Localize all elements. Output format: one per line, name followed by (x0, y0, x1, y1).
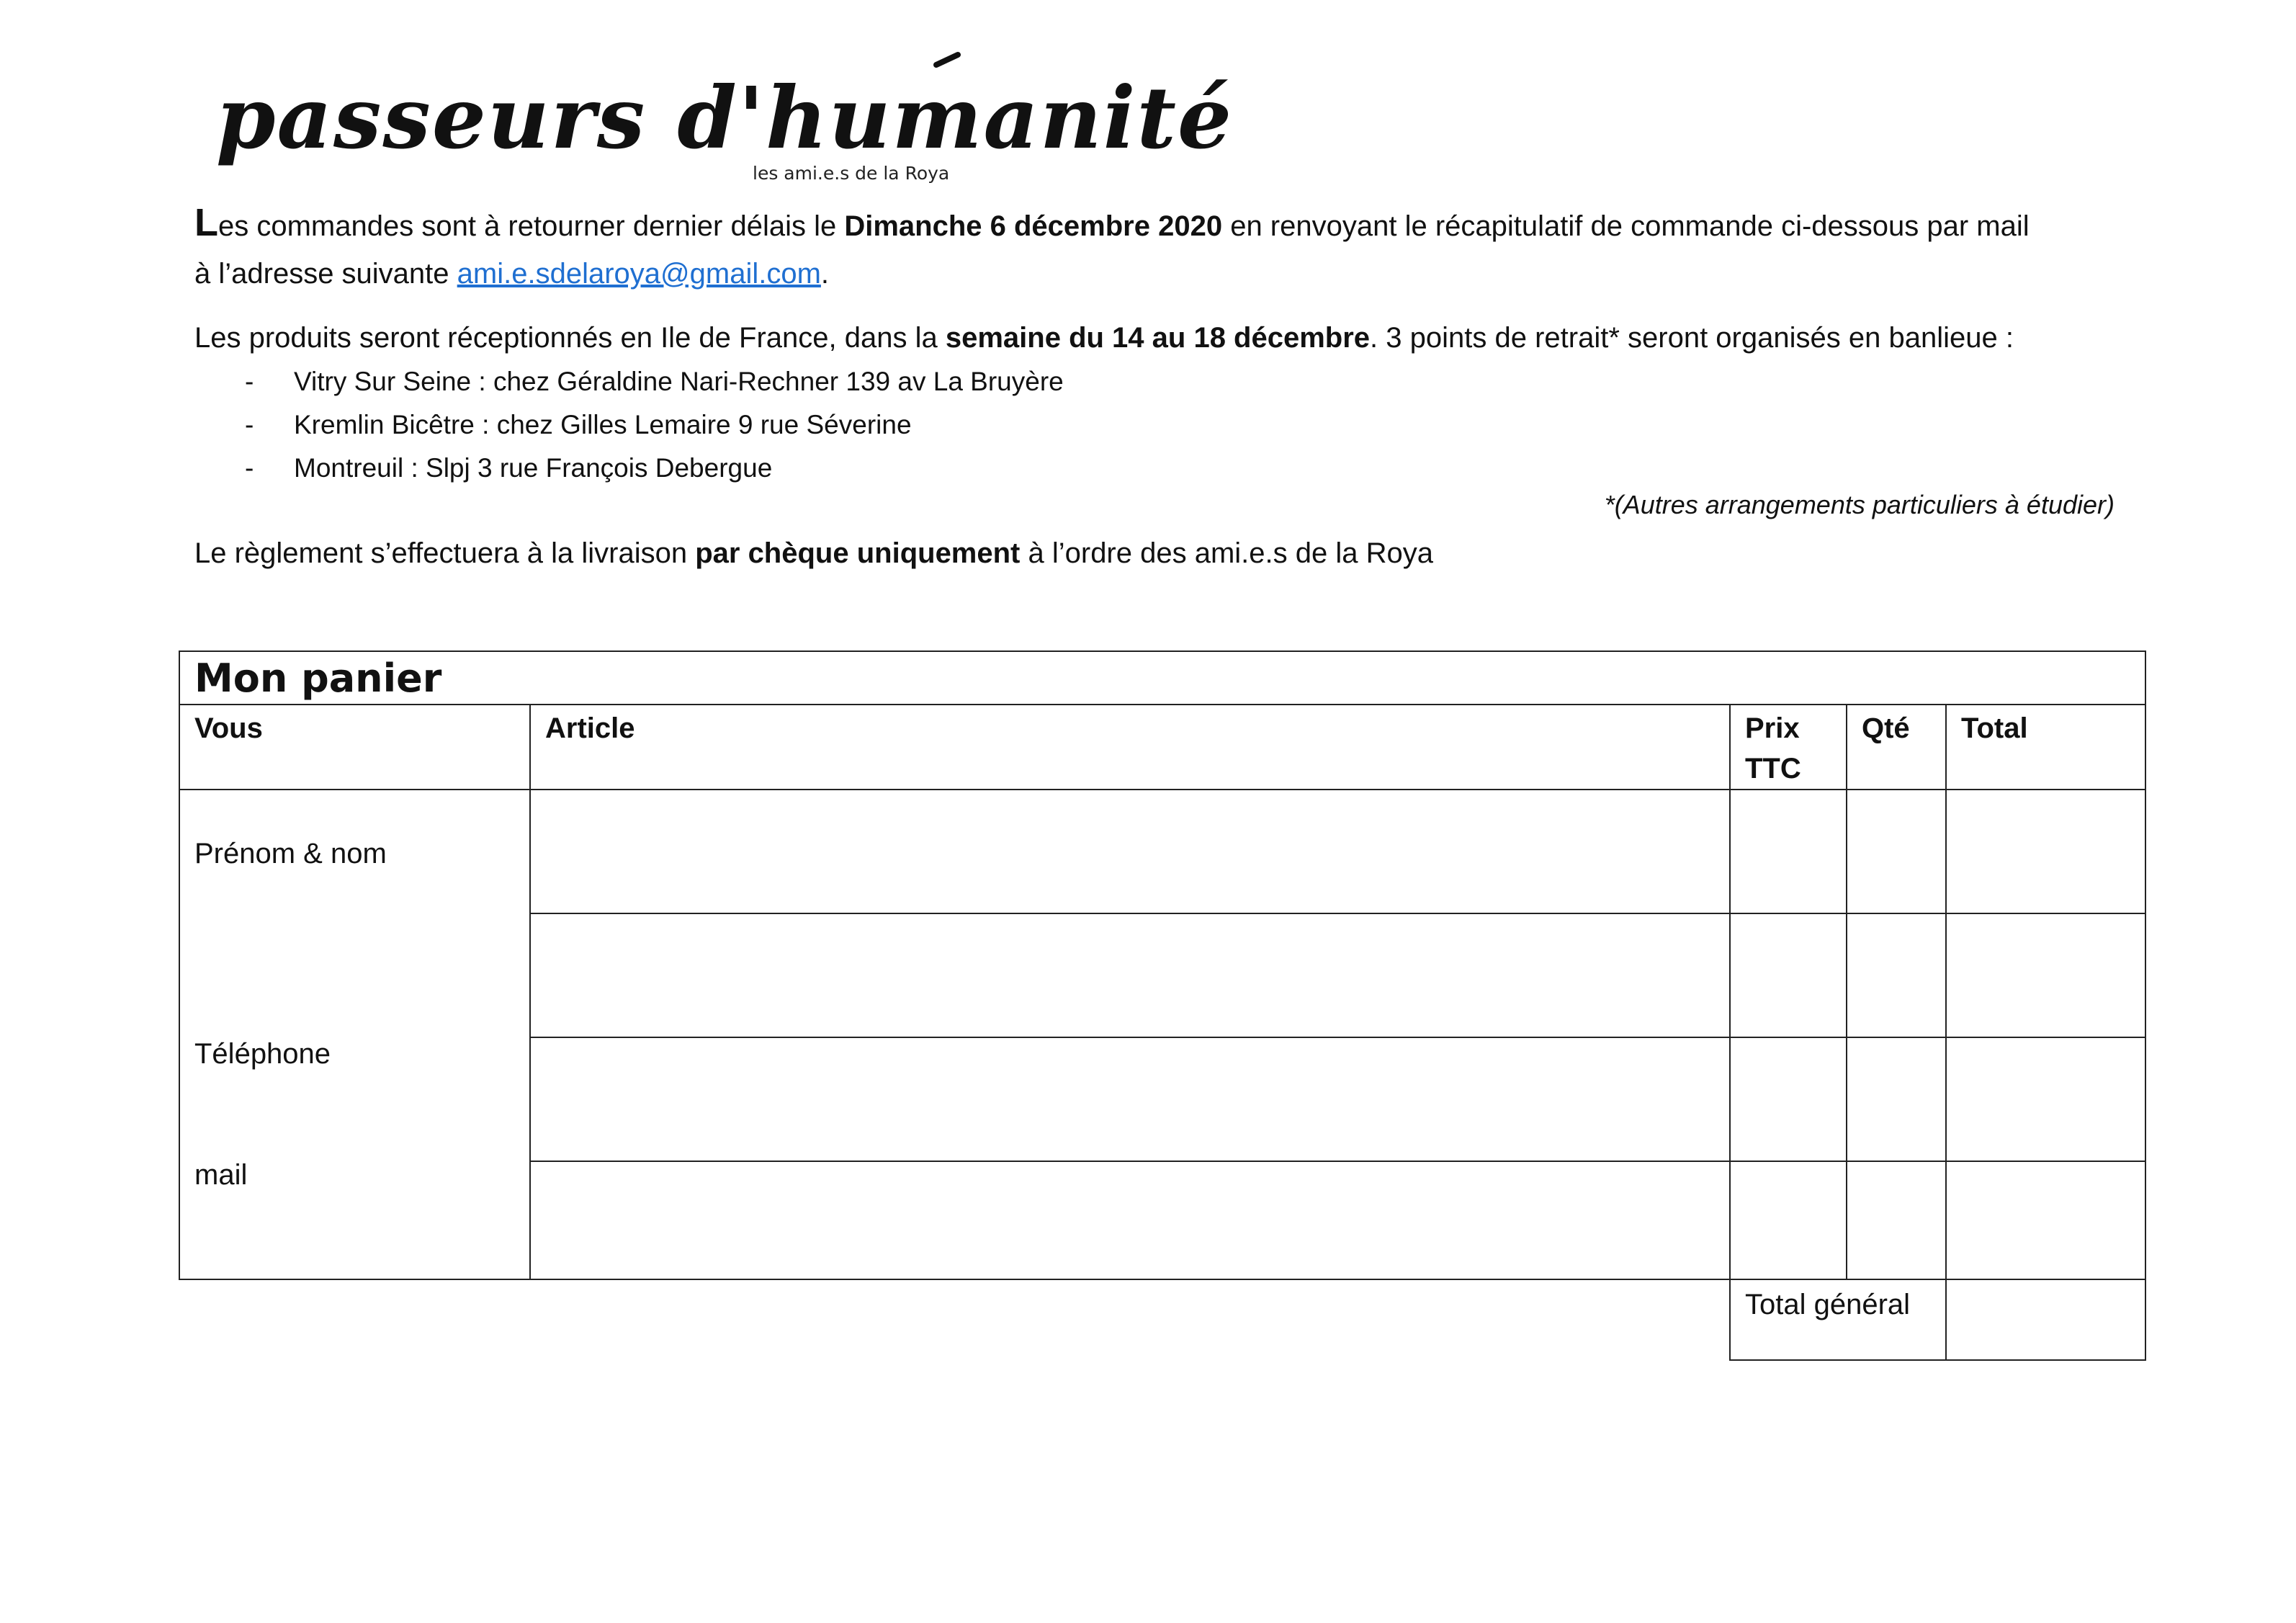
pickup-point: - Montreuil : Slpj 3 rue François Debergue (245, 447, 1064, 490)
brand-logo (216, 50, 1234, 195)
mail-field-label: mail (194, 1159, 248, 1191)
header-vous: Vous (179, 705, 530, 790)
grand-total-value-cell[interactable] (1946, 1279, 2145, 1360)
header-article: Article (530, 705, 1730, 790)
phone-field-label: Téléphone (194, 1038, 331, 1070)
deadline-line-2: à l’adresse suivante ami.e.sdelaroya@gmail.com. (194, 258, 830, 290)
blank-cell (530, 1279, 1730, 1360)
qty-cell[interactable] (1847, 1037, 1946, 1161)
logo-wordmark: passeurs d'humanité (216, 68, 1234, 168)
article-cell[interactable] (530, 913, 1730, 1037)
grand-total-label: Total général (1730, 1279, 1946, 1360)
line-total-cell[interactable] (1946, 913, 2145, 1037)
bullet-dash: - (245, 367, 254, 396)
deadline-date: Dimanche 6 décembre 2020 (844, 210, 1223, 242)
arrangements-note: *(Autres arrangements particuliers à étudier) (1604, 490, 2115, 519)
bullet-dash: - (245, 410, 254, 439)
table-row (179, 790, 2145, 913)
line-total-cell[interactable] (1946, 1161, 2145, 1279)
qty-cell[interactable] (1847, 790, 1946, 913)
payment-method: par chèque uniquement (695, 537, 1021, 569)
order-table (179, 650, 2146, 1361)
qty-cell[interactable] (1847, 913, 1946, 1037)
deadline-line-1: Les commandes sont à retourner dernier délais le Dimanche 6 décembre 2020 en renvoyant le récapitulatif de commande ci-dessous par mail (194, 201, 2030, 244)
payment-paragraph: Le règlement s’effectuera à la livraison par chèque uniquement à l’ordre des ami.e.s de la Roya (194, 537, 1433, 569)
price-cell[interactable] (1730, 790, 1847, 913)
email-link[interactable]: ami.e.sdelaroya@gmail.com (457, 258, 821, 290)
qty-cell[interactable] (1847, 1161, 1946, 1279)
deadline-paragraph (194, 199, 2030, 298)
price-cell[interactable] (1730, 1161, 1847, 1279)
delivery-week: semaine du 14 au 18 décembre (945, 322, 1371, 354)
price-cell[interactable] (1730, 913, 1847, 1037)
line-total-cell[interactable] (1946, 790, 2145, 913)
name-field-label: Prénom & nom (194, 838, 387, 869)
article-cell[interactable] (530, 1161, 1730, 1279)
table-title: Mon panier (179, 651, 2145, 705)
article-cell[interactable] (530, 790, 1730, 913)
article-cell[interactable] (530, 1037, 1730, 1161)
pickup-points-list (245, 360, 1064, 490)
bullet-dash: - (245, 453, 254, 483)
logo-subtitle: les ami.e.s de la Roya (753, 163, 950, 184)
grand-total-row (179, 1279, 2145, 1360)
header-total: Total (1946, 705, 2145, 790)
pickup-point: - Vitry Sur Seine : chez Géraldine Nari-Rechner 139 av La Bruyère (245, 360, 1064, 403)
customer-info-cell[interactable] (179, 790, 530, 1279)
delivery-paragraph: Les produits seront réceptionnés en Ile de France, dans la semaine du 14 au 18 décembre. 3 points de retrait* seront organisés en banlieue : (194, 322, 2014, 354)
pickup-point: - Kremlin Bicêtre : chez Gilles Lemaire 9 rue Séverine (245, 403, 1064, 447)
header-qte: Qté (1847, 705, 1946, 790)
line-total-cell[interactable] (1946, 1037, 2145, 1161)
price-cell[interactable] (1730, 1037, 1847, 1161)
table-header-row (179, 705, 2145, 790)
blank-cell (179, 1279, 530, 1360)
drop-cap: L (194, 201, 218, 244)
header-prix: Prix TTC (1730, 705, 1847, 790)
